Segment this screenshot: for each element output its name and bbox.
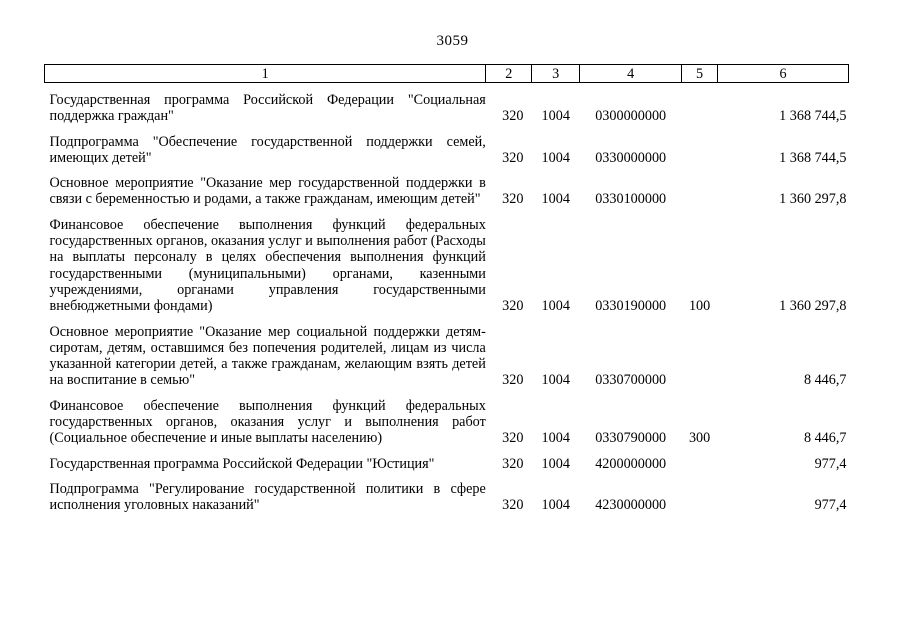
row-expense-type — [682, 472, 718, 514]
row-expense-type — [682, 83, 718, 125]
row-name: Основное мероприятие "Оказание мер социальной поддержки детям-сиротам, детям, оставшимся без попечения родителей, лицам из числа указанной категории детей, а также гражданам, желающим взять детей на воспитание в семью" — [49, 323, 486, 389]
row-amount: 1 368 744,5 — [779, 108, 847, 125]
header-row — [45, 65, 849, 83]
row-target-code: 4200000000 — [595, 455, 667, 472]
row-expense-type — [682, 166, 718, 208]
row-amount: 1 360 297,8 — [779, 298, 847, 315]
header-col-3: 3 — [532, 65, 580, 83]
row-amount: 8 446,7 — [803, 372, 847, 389]
row-expense-type — [682, 125, 718, 167]
budget-table — [44, 64, 849, 514]
row-amount: 8 446,7 — [803, 430, 847, 447]
row-expense-type — [682, 315, 718, 389]
row-name: Государственная программа Российской Федерации "Социальная поддержка граждан" — [49, 92, 486, 125]
row-amount: 977,4 — [814, 497, 847, 514]
row-name: Финансовое обеспечение выполнения функций федеральных государственных органов, оказания услуг и выполнения работ (Расходы на выплаты персоналу в целях обеспечения выполнения функций государственными (муниципальными) органами, казенными учреждениями, органами управления государственными внебюджетными фондами) — [49, 216, 486, 315]
row-expense-type: 100 — [688, 298, 711, 315]
row-amount: 1 360 297,8 — [779, 191, 847, 208]
row-subsection-code: 1004 — [541, 149, 570, 166]
table-body — [45, 83, 849, 514]
row-name: Финансовое обеспечение выполнения функций федеральных государственных органов, оказания услуг и выполнения работ (Социальное обеспечение и иные выплаты населению) — [49, 397, 486, 447]
row-amount: 1 368 744,5 — [779, 149, 847, 166]
row-amount: 977,4 — [814, 455, 847, 472]
row-expense-type — [682, 447, 718, 472]
table-header — [45, 65, 849, 83]
row-subsection-code: 1004 — [541, 298, 570, 315]
row-target-code: 0330000000 — [595, 149, 667, 166]
row-name: Основное мероприятие "Оказание мер государственной поддержки в связи с беременностью и родами, а также гражданам, имеющим детей" — [49, 175, 486, 208]
row-section-code: 320 — [502, 430, 524, 447]
header-col-5: 5 — [682, 65, 718, 83]
row-subsection-code: 1004 — [541, 497, 570, 514]
table-row — [45, 389, 849, 447]
row-name: Подпрограмма "Регулирование государственной политики в сфере исполнения уголовных наказаний" — [49, 480, 486, 514]
row-section-code: 320 — [502, 298, 524, 315]
row-section-code: 320 — [502, 108, 524, 125]
row-target-code: 0330700000 — [595, 372, 667, 389]
row-subsection-code: 1004 — [541, 430, 570, 447]
row-name: Подпрограмма "Обеспечение государственной поддержки семей, имеющих детей" — [49, 133, 486, 166]
table-row — [45, 447, 849, 472]
row-target-code: 0330100000 — [595, 191, 667, 208]
row-target-code: 4230000000 — [595, 497, 667, 514]
row-name: Государственная программа Российской Федерации "Юстиция" — [49, 455, 435, 472]
table-row — [45, 83, 849, 125]
row-target-code: 0300000000 — [595, 108, 667, 125]
row-subsection-code: 1004 — [541, 191, 570, 208]
row-subsection-code: 1004 — [541, 455, 570, 472]
row-expense-type: 300 — [688, 430, 711, 447]
row-section-code: 320 — [502, 191, 524, 208]
row-subsection-code: 1004 — [541, 372, 570, 389]
row-section-code: 320 — [502, 497, 524, 514]
header-col-1: 1 — [45, 65, 486, 83]
table-row — [45, 315, 849, 389]
header-col-2: 2 — [486, 65, 532, 83]
row-section-code: 320 — [502, 455, 524, 472]
row-target-code: 0330790000 — [595, 430, 667, 447]
header-col-4: 4 — [580, 65, 682, 83]
page-number: 3059 — [436, 33, 469, 49]
table-row — [45, 166, 849, 208]
header-col-6: 6 — [718, 65, 849, 83]
table-row — [45, 208, 849, 315]
row-target-code: 0330190000 — [595, 298, 667, 315]
row-subsection-code: 1004 — [541, 108, 570, 125]
table-row — [45, 125, 849, 167]
row-section-code: 320 — [502, 149, 524, 166]
row-section-code: 320 — [502, 372, 524, 389]
table-row — [45, 472, 849, 514]
